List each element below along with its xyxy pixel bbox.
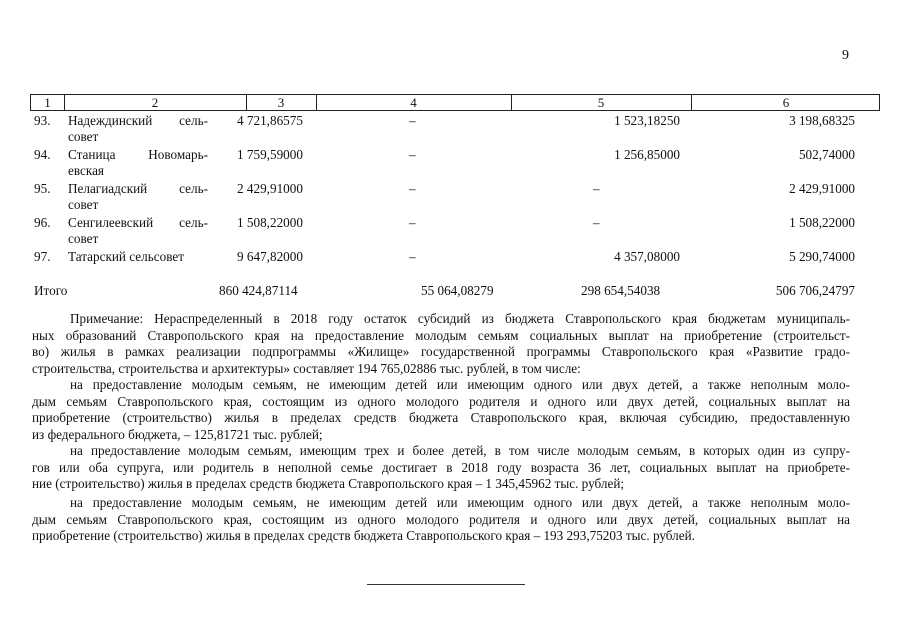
note-line: ных образований Ставропольского края на предоставление молодым семьям социальных выплат на приобретение (строительст- bbox=[32, 327, 850, 343]
total-col4: 55 064,08279 bbox=[421, 283, 494, 298]
row-number: 94. bbox=[34, 147, 51, 162]
note-paragraph bbox=[32, 311, 850, 377]
closing-rule bbox=[367, 584, 525, 585]
note-line: на предоставление молодым семьям, не имеющим детей или имеющим одного или двух детей, а также неполным моло- bbox=[70, 377, 850, 392]
header-cell-4: 4 bbox=[410, 95, 417, 110]
note-line: ние (строительство) жилья в пределах средств бюджета Ставропольского края – 1 345,45962 тыс. рублей; bbox=[32, 476, 625, 491]
cell-col3: 1 759,59000 bbox=[237, 147, 303, 162]
cell-col4: – bbox=[409, 215, 416, 230]
row-name-line: Пелагиадский сель- bbox=[68, 181, 208, 196]
cell-col6: 2 429,91000 bbox=[789, 181, 855, 196]
page-number: 9 bbox=[842, 48, 849, 63]
row-number: 93. bbox=[34, 113, 51, 128]
cell-col3: 9 647,82000 bbox=[237, 249, 303, 264]
cell-col3: 4 721,86575 bbox=[237, 113, 303, 128]
note-line: во) жилья в рамках реализации подпрограммы «Жилище» государственной программы Ставропольского края «Развитие градо- bbox=[32, 344, 850, 359]
row-name-line: евская bbox=[68, 163, 104, 178]
cell-col5: 4 357,08000 bbox=[614, 249, 680, 264]
header-cell-3: 3 bbox=[277, 95, 285, 110]
cell-col4: – bbox=[409, 181, 416, 196]
cell-col3: 2 429,91000 bbox=[237, 181, 303, 196]
note-line: дым семьям Ставропольского края, состоящим из одного молодого родителя и одного или двух детей, социальных выплат на bbox=[32, 393, 850, 409]
cell-col5: – bbox=[593, 181, 600, 196]
table-header-row bbox=[30, 94, 880, 111]
row-number: 97. bbox=[34, 249, 51, 264]
note-line: гов или оба супруга, или родитель в неполной семье достигает в 2018 году возраста 36 лет, социальных выплат на приобрете- bbox=[32, 459, 850, 475]
header-cell-1: 1 bbox=[44, 95, 51, 110]
cell-col4: – bbox=[409, 249, 416, 264]
total-col3: 860 424,87114 bbox=[219, 283, 298, 298]
row-name-line: Татарский сельсовет bbox=[68, 249, 184, 264]
header-cell-2: 2 bbox=[151, 95, 159, 110]
row-name-line: совет bbox=[68, 231, 99, 246]
row-name-line: совет bbox=[68, 129, 99, 144]
total-col5: 298 654,54038 bbox=[581, 283, 661, 298]
cell-col6: 1 508,22000 bbox=[789, 215, 855, 230]
cell-col6: 5 290,74000 bbox=[789, 249, 855, 264]
note-line: приобретение (строительство) жилья в пределах средств бюджета Ставропольского края, включая субсидию, предоставленную bbox=[32, 410, 850, 425]
total-col6: 506 706,24797 bbox=[775, 283, 855, 298]
cell-col6: 502,74000 bbox=[798, 147, 855, 162]
header-cell-6: 6 bbox=[782, 95, 790, 110]
row-name-line: Сенгилеевский сель- bbox=[68, 215, 208, 230]
total-label: Итого bbox=[34, 283, 68, 298]
header-cell-5: 5 bbox=[597, 95, 605, 110]
cell-col4: – bbox=[409, 147, 416, 162]
row-name-line: Надеждинский сель- bbox=[68, 113, 208, 128]
cell-col4: – bbox=[409, 113, 416, 128]
note-item-1 bbox=[32, 377, 850, 443]
row-number: 95. bbox=[34, 181, 51, 196]
cell-col3: 1 508,22000 bbox=[237, 215, 303, 230]
note-item-2 bbox=[32, 443, 850, 493]
note-line: Примечание: Нераспределенный в 2018 году остаток субсидий из бюджета Ставропольского края бюджетам муниципаль- bbox=[70, 311, 850, 326]
note-line: строительства, строительства и архитектуры» составляет 194 765,02886 тыс. рублей, в том числе: bbox=[32, 360, 581, 376]
note-line: приобретение (строительство) жилья в пределах средств бюджета Ставропольского края – 193 293,75203 тыс. рублей. bbox=[32, 528, 695, 543]
cell-col5: 1 523,18250 bbox=[614, 113, 680, 128]
note-line: на предоставление молодым семьям, имеющим трех и более детей, в том числе молодым семьям, в которых один из супру- bbox=[70, 443, 850, 458]
note-line: из федерального бюджета, – 125,81721 тыс. рублей; bbox=[32, 426, 323, 442]
note-item-3 bbox=[32, 495, 850, 545]
row-name-line: совет bbox=[68, 197, 99, 212]
note-line: дым семьям Ставропольского края, состоящим из одного молодого родителя и одного или двух детей, социальных выплат на bbox=[32, 511, 850, 527]
row-number: 96. bbox=[34, 215, 51, 230]
cell-col5: 1 256,85000 bbox=[614, 147, 680, 162]
cell-col6: 3 198,68325 bbox=[789, 113, 855, 128]
note-line: на предоставление молодым семьям, не имеющим детей или имеющим одного или двух детей, а также неполным моло- bbox=[70, 495, 850, 510]
cell-col5: – bbox=[593, 215, 600, 230]
row-name-line: Станица Новомарь- bbox=[68, 147, 208, 162]
